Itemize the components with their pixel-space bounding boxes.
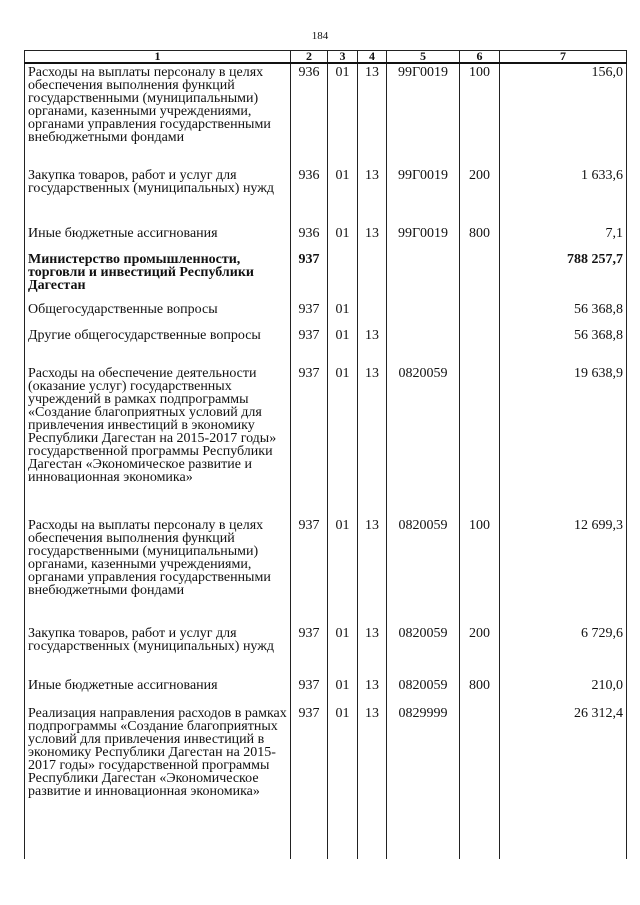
amount: 56 368,8	[500, 327, 627, 365]
section-code: 01	[328, 301, 358, 327]
amount: 7,1	[500, 225, 627, 251]
expense-name: Расходы на выплаты персоналу в целях обеспечения выполнения функций государственными (муниципальными) органами, казенными учреждениями, органами управления государственными внебюджетными фондами	[25, 517, 291, 625]
amount: 19 638,9	[500, 365, 627, 517]
column-header: 4	[358, 51, 387, 64]
target-article-code: 0820059	[387, 365, 460, 517]
empty-cell	[387, 845, 460, 859]
expense-type-code	[460, 251, 500, 301]
ministry-code: 937	[291, 625, 328, 677]
expense-name: Министерство промышленности, торговли и инвестиций Республики Дагестан	[25, 251, 291, 301]
expense-type-code	[460, 705, 500, 845]
ministry-code: 937	[291, 365, 328, 517]
ministry-code: 937	[291, 677, 328, 705]
expense-type-code: 200	[460, 167, 500, 225]
empty-cell	[328, 845, 358, 859]
amount: 6 729,6	[500, 625, 627, 677]
table-row	[25, 301, 627, 327]
expense-name: Иные бюджетные ассигнования	[25, 677, 291, 705]
expense-type-code: 800	[460, 225, 500, 251]
table-row	[25, 705, 627, 845]
subsection-code: 13	[358, 677, 387, 705]
subsection-code: 13	[358, 63, 387, 167]
target-article-code	[387, 327, 460, 365]
ministry-code: 936	[291, 167, 328, 225]
amount: 156,0	[500, 63, 627, 167]
column-header: 3	[328, 51, 358, 64]
ministry-code: 936	[291, 225, 328, 251]
empty-cell	[25, 845, 291, 859]
amount: 788 257,7	[500, 251, 627, 301]
amount: 210,0	[500, 677, 627, 705]
filler-row	[25, 845, 627, 859]
section-code	[328, 251, 358, 301]
target-article-code: 0820059	[387, 677, 460, 705]
section-code: 01	[328, 705, 358, 845]
ministry-code: 937	[291, 251, 328, 301]
target-article-code: 0820059	[387, 517, 460, 625]
table-row	[25, 251, 627, 301]
empty-cell	[500, 845, 627, 859]
subsection-code: 13	[358, 167, 387, 225]
target-article-code: 99Г0019	[387, 225, 460, 251]
expense-name: Иные бюджетные ассигнования	[25, 225, 291, 251]
target-article-code: 0820059	[387, 625, 460, 677]
subsection-code: 13	[358, 517, 387, 625]
header-row	[25, 51, 627, 64]
subsection-code: 13	[358, 705, 387, 845]
subsection-code: 13	[358, 625, 387, 677]
expense-name: Закупка товаров, работ и услуг для государственных (муниципальных) нужд	[25, 625, 291, 677]
expense-type-code: 800	[460, 677, 500, 705]
subsection-code	[358, 251, 387, 301]
target-article-code	[387, 301, 460, 327]
section-code: 01	[328, 63, 358, 167]
table-row	[25, 677, 627, 705]
expense-type-code: 100	[460, 63, 500, 167]
empty-cell	[291, 845, 328, 859]
table-row	[25, 63, 627, 167]
section-code: 01	[328, 167, 358, 225]
expense-name: Расходы на обеспечение деятельности (оказание услуг) государственных учреждений в рамках подпрограммы «Создание благоприятных условий для привлечения инвестиций в экономику Республики Дагестан на 2015-2017 годы» государственной программы Республики Дагестан «Экономическое развитие и инновационная экономика»	[25, 365, 291, 517]
ministry-code: 936	[291, 63, 328, 167]
empty-cell	[460, 845, 500, 859]
table-row	[25, 625, 627, 677]
section-code: 01	[328, 365, 358, 517]
table-row	[25, 365, 627, 517]
page-number: 184	[311, 30, 329, 42]
expense-type-code	[460, 365, 500, 517]
expense-name: Закупка товаров, работ и услуг для государственных (муниципальных) нужд	[25, 167, 291, 225]
column-header: 6	[460, 51, 500, 64]
budget-table	[24, 50, 627, 859]
section-code: 01	[328, 327, 358, 365]
table-row	[25, 327, 627, 365]
ministry-code: 937	[291, 517, 328, 625]
amount: 56 368,8	[500, 301, 627, 327]
target-article-code	[387, 251, 460, 301]
table-row	[25, 167, 627, 225]
expense-name: Общегосударственные вопросы	[25, 301, 291, 327]
column-header: 2	[291, 51, 328, 64]
ministry-code: 937	[291, 327, 328, 365]
amount: 26 312,4	[500, 705, 627, 845]
expense-name: Реализация направления расходов в рамках подпрограммы «Создание благоприятных условий для привлечения инвестиций в экономику Республики Дагестан на 2015-2017 годы» государственной программы Республики Дагестан «Экономическое развитие и инновационная экономика»	[25, 705, 291, 845]
target-article-code: 0829999	[387, 705, 460, 845]
expense-type-code: 100	[460, 517, 500, 625]
table-row	[25, 517, 627, 625]
subsection-code: 13	[358, 225, 387, 251]
target-article-code: 99Г0019	[387, 167, 460, 225]
amount: 1 633,6	[500, 167, 627, 225]
empty-cell	[358, 845, 387, 859]
ministry-code: 937	[291, 705, 328, 845]
target-article-code: 99Г0019	[387, 63, 460, 167]
ministry-code: 937	[291, 301, 328, 327]
amount: 12 699,3	[500, 517, 627, 625]
column-header: 5	[387, 51, 460, 64]
section-code: 01	[328, 517, 358, 625]
section-code: 01	[328, 225, 358, 251]
column-header: 1	[25, 51, 291, 64]
column-header: 7	[500, 51, 627, 64]
expense-name: Другие общегосударственные вопросы	[25, 327, 291, 365]
expense-type-code: 200	[460, 625, 500, 677]
expense-type-code	[460, 327, 500, 365]
subsection-code	[358, 301, 387, 327]
table-row	[25, 225, 627, 251]
section-code: 01	[328, 677, 358, 705]
subsection-code: 13	[358, 327, 387, 365]
section-code: 01	[328, 625, 358, 677]
expense-name: Расходы на выплаты персоналу в целях обеспечения выполнения функций государственными (муниципальными) органами, казенными учреждениями, органами управления государственными внебюджетными фондами	[25, 63, 291, 167]
expense-type-code	[460, 301, 500, 327]
subsection-code: 13	[358, 365, 387, 517]
